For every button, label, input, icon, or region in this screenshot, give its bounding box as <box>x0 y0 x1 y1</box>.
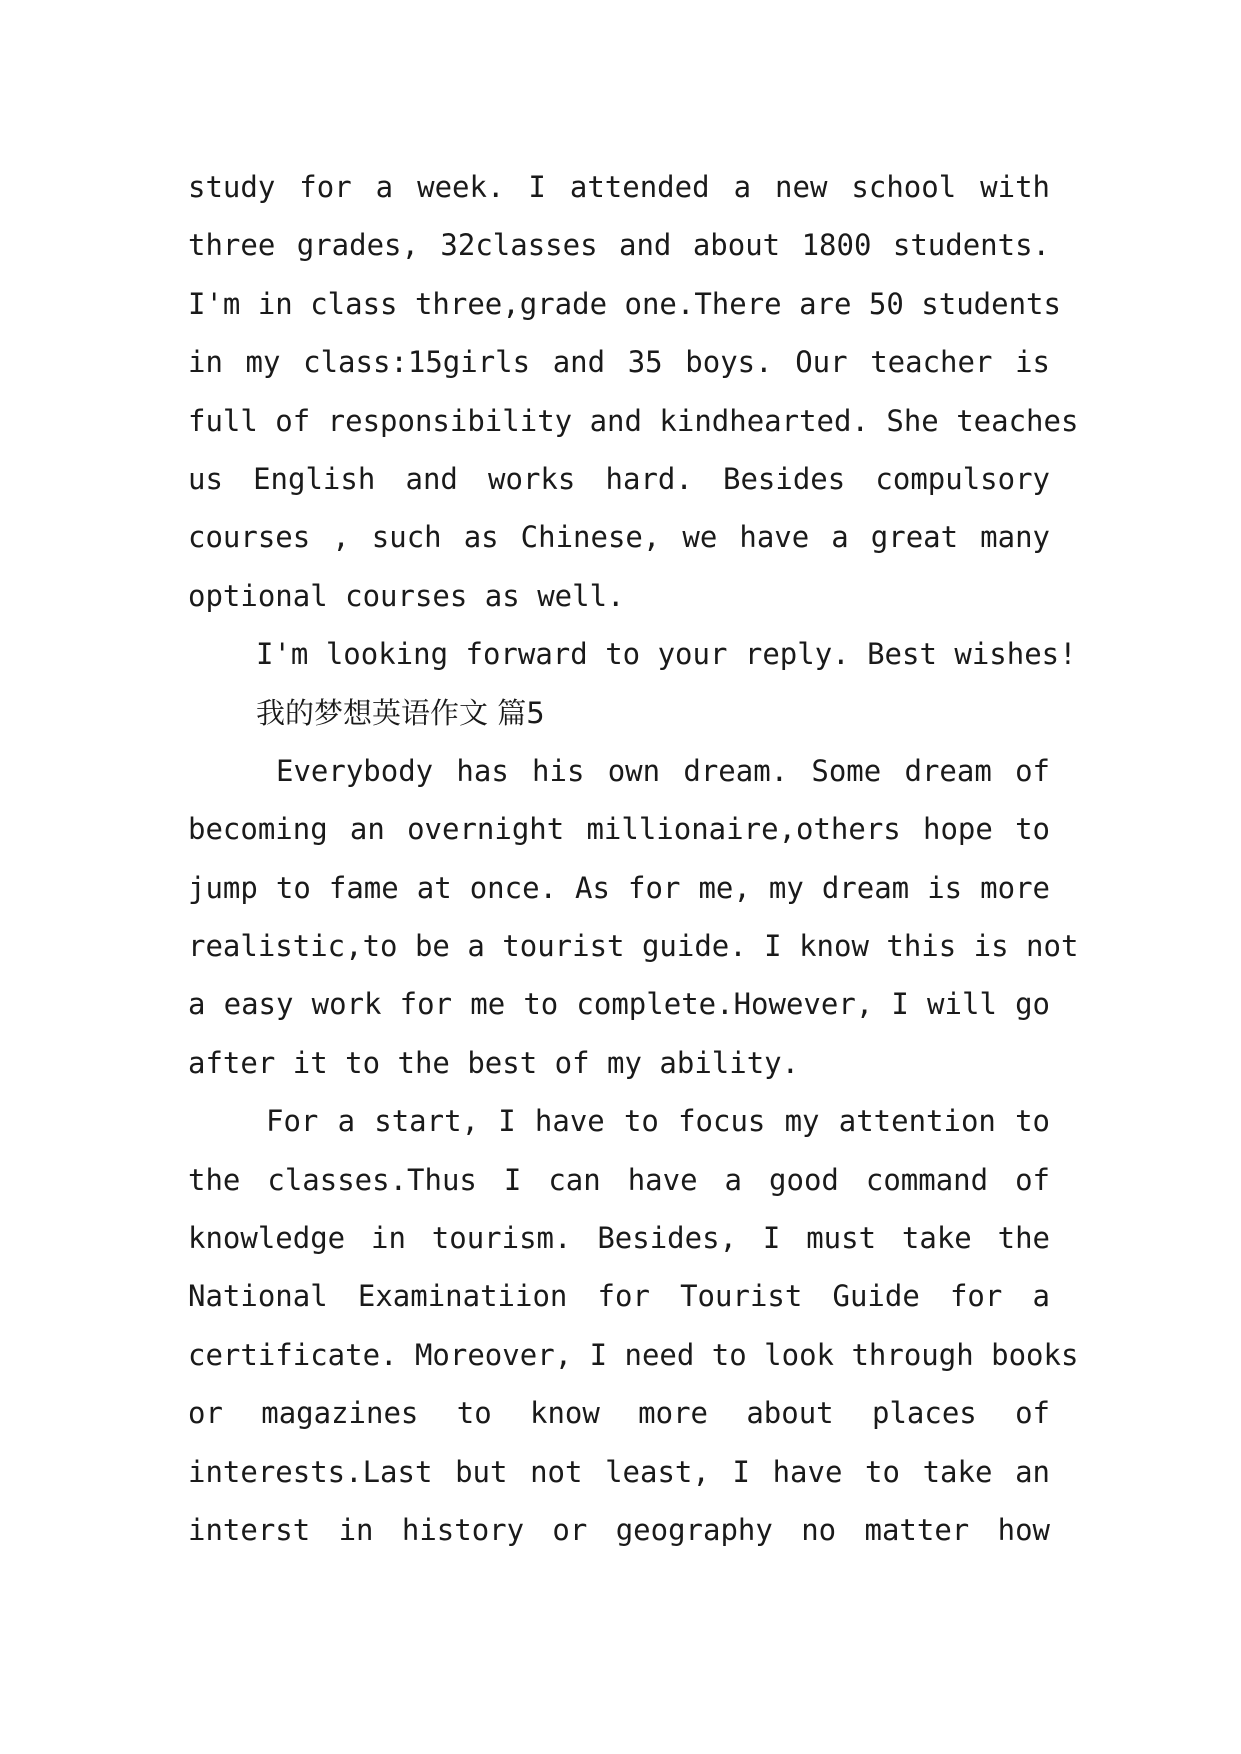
text-line: full of responsibility and kindhearted. She teaches <box>188 403 1079 438</box>
text-line: us English and works hard. Besides compulsory <box>188 461 1050 496</box>
text-line: after it to the best of my ability. <box>188 1045 800 1080</box>
paragraph-closing <box>188 625 1077 683</box>
section-heading-text: 我的梦想英语作文 篇5 <box>256 695 545 730</box>
text-line: certificate. Moreover, I need to look through books <box>188 1337 1079 1372</box>
text-line: For a start, I have to focus my attention to <box>266 1104 1050 1139</box>
text-line: jump to fame at once. As for me, my dream is more <box>188 870 1050 905</box>
paragraph-dream-intro <box>188 742 1079 1092</box>
section-heading <box>188 684 1050 742</box>
document-body <box>188 158 1079 1559</box>
text-line: a easy work for me to complete.However, I will go <box>188 987 1050 1022</box>
text-line: I'm in class three,grade one.There are 50 students <box>188 286 1061 321</box>
text-line: the classes.Thus I can have a good command of <box>188 1162 1050 1197</box>
text-line: courses , such as Chinese, we have a great many <box>188 520 1050 555</box>
text-line: interests.Last but not least, I have to take an <box>188 1454 1050 1489</box>
text-line: three grades, 32classes and about 1800 students. <box>188 228 1050 263</box>
text-line: study for a week. I attended a new school with <box>188 170 1050 204</box>
text-line: I'm looking forward to your reply. Best wishes! <box>256 637 1077 672</box>
text-line: realistic,to be a tourist guide. I know this is not <box>188 929 1079 964</box>
text-line: National Examinatiion for Tourist Guide for a <box>188 1279 1050 1314</box>
paragraph-plan <box>188 1092 1079 1559</box>
text-line: or magazines to know more about places of <box>188 1396 1050 1431</box>
text-line: in my class:15girls and 35 boys. Our teacher is <box>188 345 1050 380</box>
text-line: interst in history or geography no matter how <box>188 1512 1050 1547</box>
text-line: knowledge in tourism. Besides, I must take the <box>188 1221 1050 1256</box>
text-line: Everybody has his own dream. Some dream of <box>276 753 1050 788</box>
text-line: becoming an overnight millionaire,others hope to <box>188 812 1050 847</box>
text-line: optional courses as well. <box>188 578 625 613</box>
paragraph-letter-body <box>188 158 1079 625</box>
